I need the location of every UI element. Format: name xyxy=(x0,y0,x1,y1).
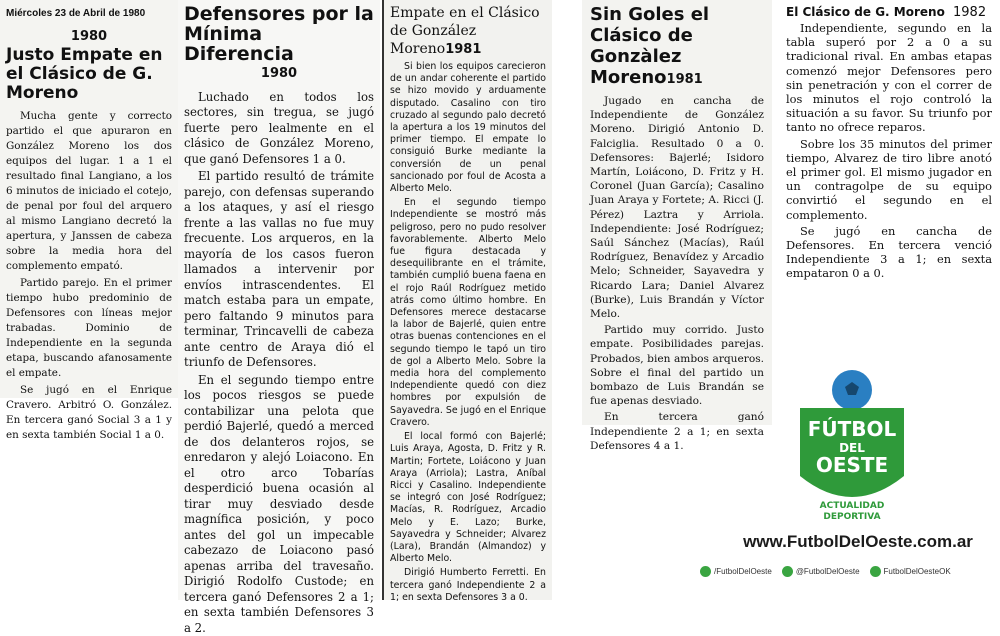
paragraph: En el segundo tiempo entre los pocos riesgos se puede contabilizar una pelota que perdió Bajerlé, quedó a merced de dos delanteros rojos, se enredaron y alejó Loiacono. En el otro arco Tobarías desperdició buena ocasión al tirar muy desviado desde magnífica posición, y poco antes del gol un impecable cabezazo de Loiacono pasó apenas arriba del travesaño. Dirigió Rodolfo Custode; en tercera ganó Defensores 2 a 1; en sexta también Defensores 3 a 2. xyxy=(184,373,374,636)
year-label: 1981 xyxy=(445,42,481,57)
headline xyxy=(390,4,546,59)
paragraph: Se jugó en cancha de Defensores. En tercera venció Independiente 3 a 1; en sexta empataron 0 a 0. xyxy=(786,224,992,281)
logo-word-del: DEL xyxy=(839,441,865,455)
clipping-1980-empate xyxy=(0,0,178,398)
clipping-1982-clasico xyxy=(778,0,1000,350)
headline: Defensores por la Mínima Diferencia xyxy=(184,4,374,64)
logo-graphic xyxy=(792,368,912,528)
instagram-icon xyxy=(870,566,881,577)
social-label: @FutbolDelOeste xyxy=(796,567,860,576)
paragraph: El local formó con Bajerlé; Luis Araya, Agosta, D. Fritz y R. Martin; Fortete, Loiácono y Juan Araya (Arriola); Lastra, Aníbal Ricci y Casalino. Independiente se integró con José Rodríguez; Macías, R. Rodríguez, Arcadio Melo y E. Lazo; Burke, Sayavedra y Schneider; Alvarez (Lara), Brandán (Almandoz) y Alberto Melo. xyxy=(390,431,546,565)
paragraph: Partido muy corrido. Justo empate. Posibilidades parejas. Probados, bien ambos arqueros. Sobre el final del partido un bombazo de Luis Brandán se fue apenas desviado. xyxy=(590,323,764,408)
social-facebook[interactable] xyxy=(700,566,772,577)
paragraph: Mucha gente y correcto partido el que apuraron en González Moreno los dos equipos del lugar. 1 a 1 el resultado final Langiano, a los 6 minutos de iniciado el cotejo, de penal por foul del arquero al mismo Langiano decretó la apertura, y Janssen de cabeza sobre la media hora del complemento empató. xyxy=(6,109,172,274)
social-label: FutbolDelOesteOK xyxy=(884,567,951,576)
clipping-1981-sin-goles xyxy=(582,0,772,425)
logo-word-futbol: FÚTBOL xyxy=(808,417,897,441)
dateline-text: Miércoles 23 de Abril de 1980 xyxy=(6,6,145,21)
website-link[interactable]: www.FutbolDelOeste.com.ar xyxy=(722,532,994,552)
headline-text: El Clásico de G. Moreno xyxy=(786,5,945,19)
year-label: 1981 xyxy=(667,72,703,87)
year-label: 1980 xyxy=(6,29,172,44)
paragraph: Sobre los 35 minutos del primer tiempo, Alvarez de tiro libre anotó el primer gol. El mismo jugador en un contragolpe de su equipo convirtió el segundo en el complemento. xyxy=(786,137,992,222)
twitter-icon xyxy=(782,566,793,577)
logo-word-oeste: OESTE xyxy=(816,453,888,477)
social-links xyxy=(700,566,1000,577)
paragraph: Jugado en cancha de Independiente de González Moreno. Dirigió Antonio D. Falciglia. Resultado 0 a 0. Defensores: Bajerlé; Isidoro Martín, Loiácono, D. Fritz y H. Coronel (Juan García); Casalino Juan Araya y Fortete; A. Ricci (J. Pérez) Laztra y Arriola. Independiente: José Rodríguez; Saúl Sánchez (Macías), Raúl Rodríguez, Benavídez y Arcadio Melo; Schneider, Sayavedra y Ricardo Lara; Daniel Alvarez (Burke), Luis Brandán y Víctor Melo. xyxy=(590,94,764,321)
paragraph: Dirigió Humberto Ferretti. En tercera ganó Independiente 2 a 1; en sexta Defensores 3 a 0. xyxy=(390,567,546,604)
paragraph: Partido parejo. En el primer tiempo hubo predominio de Defensores con líneas mejor trabadas. Dominio de Independiente en la segunda etapa, buscando afanosamente el empate. xyxy=(6,276,172,381)
clipping-1981-empate xyxy=(382,0,552,600)
facebook-icon xyxy=(700,566,711,577)
headline-text: Sin Goles el Clásico de Gonzàlez Moreno xyxy=(590,4,709,88)
logo-tagline-1: ACTUALIDAD xyxy=(820,501,885,511)
social-twitter[interactable] xyxy=(782,566,860,577)
paragraph: Independiente, segundo en la tabla superó por 2 a 0 a su tradicional rival. En ambas etapas comenzó mejor Defensores pero sin penetración y con el correr de los minutos el rojo controló la situación a su favor. Su triunfo por tanto no ofrece reparos. xyxy=(786,21,992,135)
year-label: 1982 xyxy=(953,5,986,20)
headline xyxy=(590,4,764,90)
headline xyxy=(786,4,992,21)
social-label: /FutbolDelOeste xyxy=(714,567,772,576)
clipping-1980-defensores xyxy=(178,0,380,600)
futbol-del-oeste-logo xyxy=(792,368,912,528)
paragraph: El partido resultó de trámite parejo, con defensas superando a los ataques, y así el riesgo frente a las vallas no fue muy frecuente. Los arqueros, en la mayoría de los casos fueron llamados a intervenir por envíos intrascendentes. El match estaba para un empate, pero faltando 9 minutos para terminar, Trincavelli de cabeza ante centro de Araya dió el triunfo de Defensores. xyxy=(184,169,374,371)
paragraph: En tercera ganó Independiente 2 a 1; en sexta Defensores 4 a 1. xyxy=(590,410,764,453)
logo-tagline-2: DEPORTIVA xyxy=(823,512,880,522)
social-instagram[interactable] xyxy=(870,566,951,577)
year-label: 1980 xyxy=(184,66,374,82)
paragraph: Si bien los equipos carecieron de un andar coherente el partido se hizo movido y arduamente disputado. Casalino con tiro cruzado al segundo palo decretó la apertura a los 19 minutos del primer tiempo. El empate lo consiguió Burke mediante la conversión de un penal sancionado por foul de Acosta a Alberto Melo. xyxy=(390,61,546,195)
paragraph: Se jugó en el Enrique Cravero. Arbitró O. González. En tercera ganó Social 3 a 1 y en sexta también Social 1 a 0. xyxy=(6,383,172,443)
paragraph: Luchado en todos los sectores, sin tregua, se jugó fuerte pero lealmente en el clásico de González Moreno, que ganó Defensores 1 a 0. xyxy=(184,90,374,168)
clip-dateline xyxy=(6,6,172,21)
headline: Justo Empate en el Clásico de G. Moreno xyxy=(6,46,172,103)
paragraph: En el segundo tiempo Independiente se mostró más peligroso, pero no pudo resolver favorablemente. Alberto Melo fue figura destacada y desequilibrante en el trámite, también cumplió buena faena en el rojo Raúl Rodríguez metido atrás como último hombre. En Defensores merece destacarse la labor de Bajerlé, quien entre otras buenas contenciones en el segundo tiempo le tapó un tiro de gol a Alberto Melo. Sobre la media hora del complemento Independiente quedó con diez hombres por expulsión de Sayavedra. Se jugó en el Enrique Cravero. xyxy=(390,197,546,429)
headline-text: Empate en el Clásico de González Moreno xyxy=(390,5,540,57)
